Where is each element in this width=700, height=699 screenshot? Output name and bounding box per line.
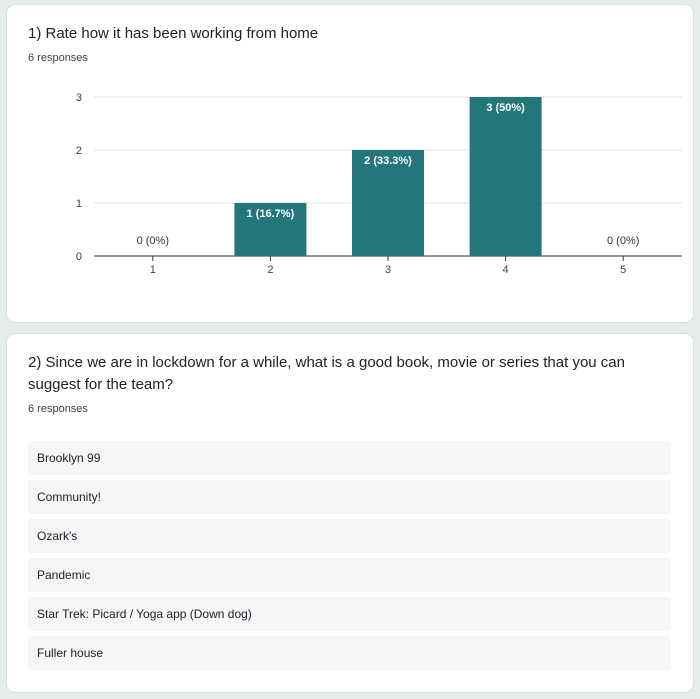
y-tick-label: 3: [75, 92, 82, 104]
question-card-2: [7, 334, 693, 692]
question-title: 2) Since we are in lockdown for a while, what is a good book, movie or series that you can suggest for the team?: [28, 354, 625, 393]
list-item: Community!: [28, 480, 671, 514]
list-item: Pandemic: [28, 558, 671, 592]
y-tick-label: 1: [75, 198, 82, 210]
bar-chart: [7, 5, 693, 322]
list-item: Ozark's: [28, 519, 671, 553]
x-tick-label: 5: [620, 264, 627, 276]
response-list: [28, 441, 671, 675]
data-label: 3 (50%): [486, 102, 525, 114]
data-label: 2 (33.3%): [364, 155, 412, 167]
x-tick-label: 3: [384, 264, 392, 276]
y-tick-label: 0: [75, 251, 82, 263]
x-tick-label: 4: [502, 264, 509, 276]
x-tick-label: 2: [267, 264, 274, 276]
response-count: 6 responses: [28, 403, 88, 415]
data-label: 1 (16.7%): [246, 208, 295, 220]
question-card-1: [7, 5, 693, 322]
data-label: 0 (0%): [606, 235, 640, 247]
bar: [470, 97, 542, 256]
list-item: Fuller house: [28, 636, 671, 670]
list-item: Brooklyn 99: [28, 441, 671, 475]
x-tick-label: 1: [149, 264, 156, 276]
response-count: 6 responses: [28, 52, 88, 64]
data-label: 0 (0%): [136, 235, 170, 247]
list-item: Star Trek: Picard / Yoga app (Down dog): [28, 597, 671, 631]
y-tick-label: 2: [75, 145, 82, 157]
question-title: 1) Rate how it has been working from home: [28, 25, 319, 42]
